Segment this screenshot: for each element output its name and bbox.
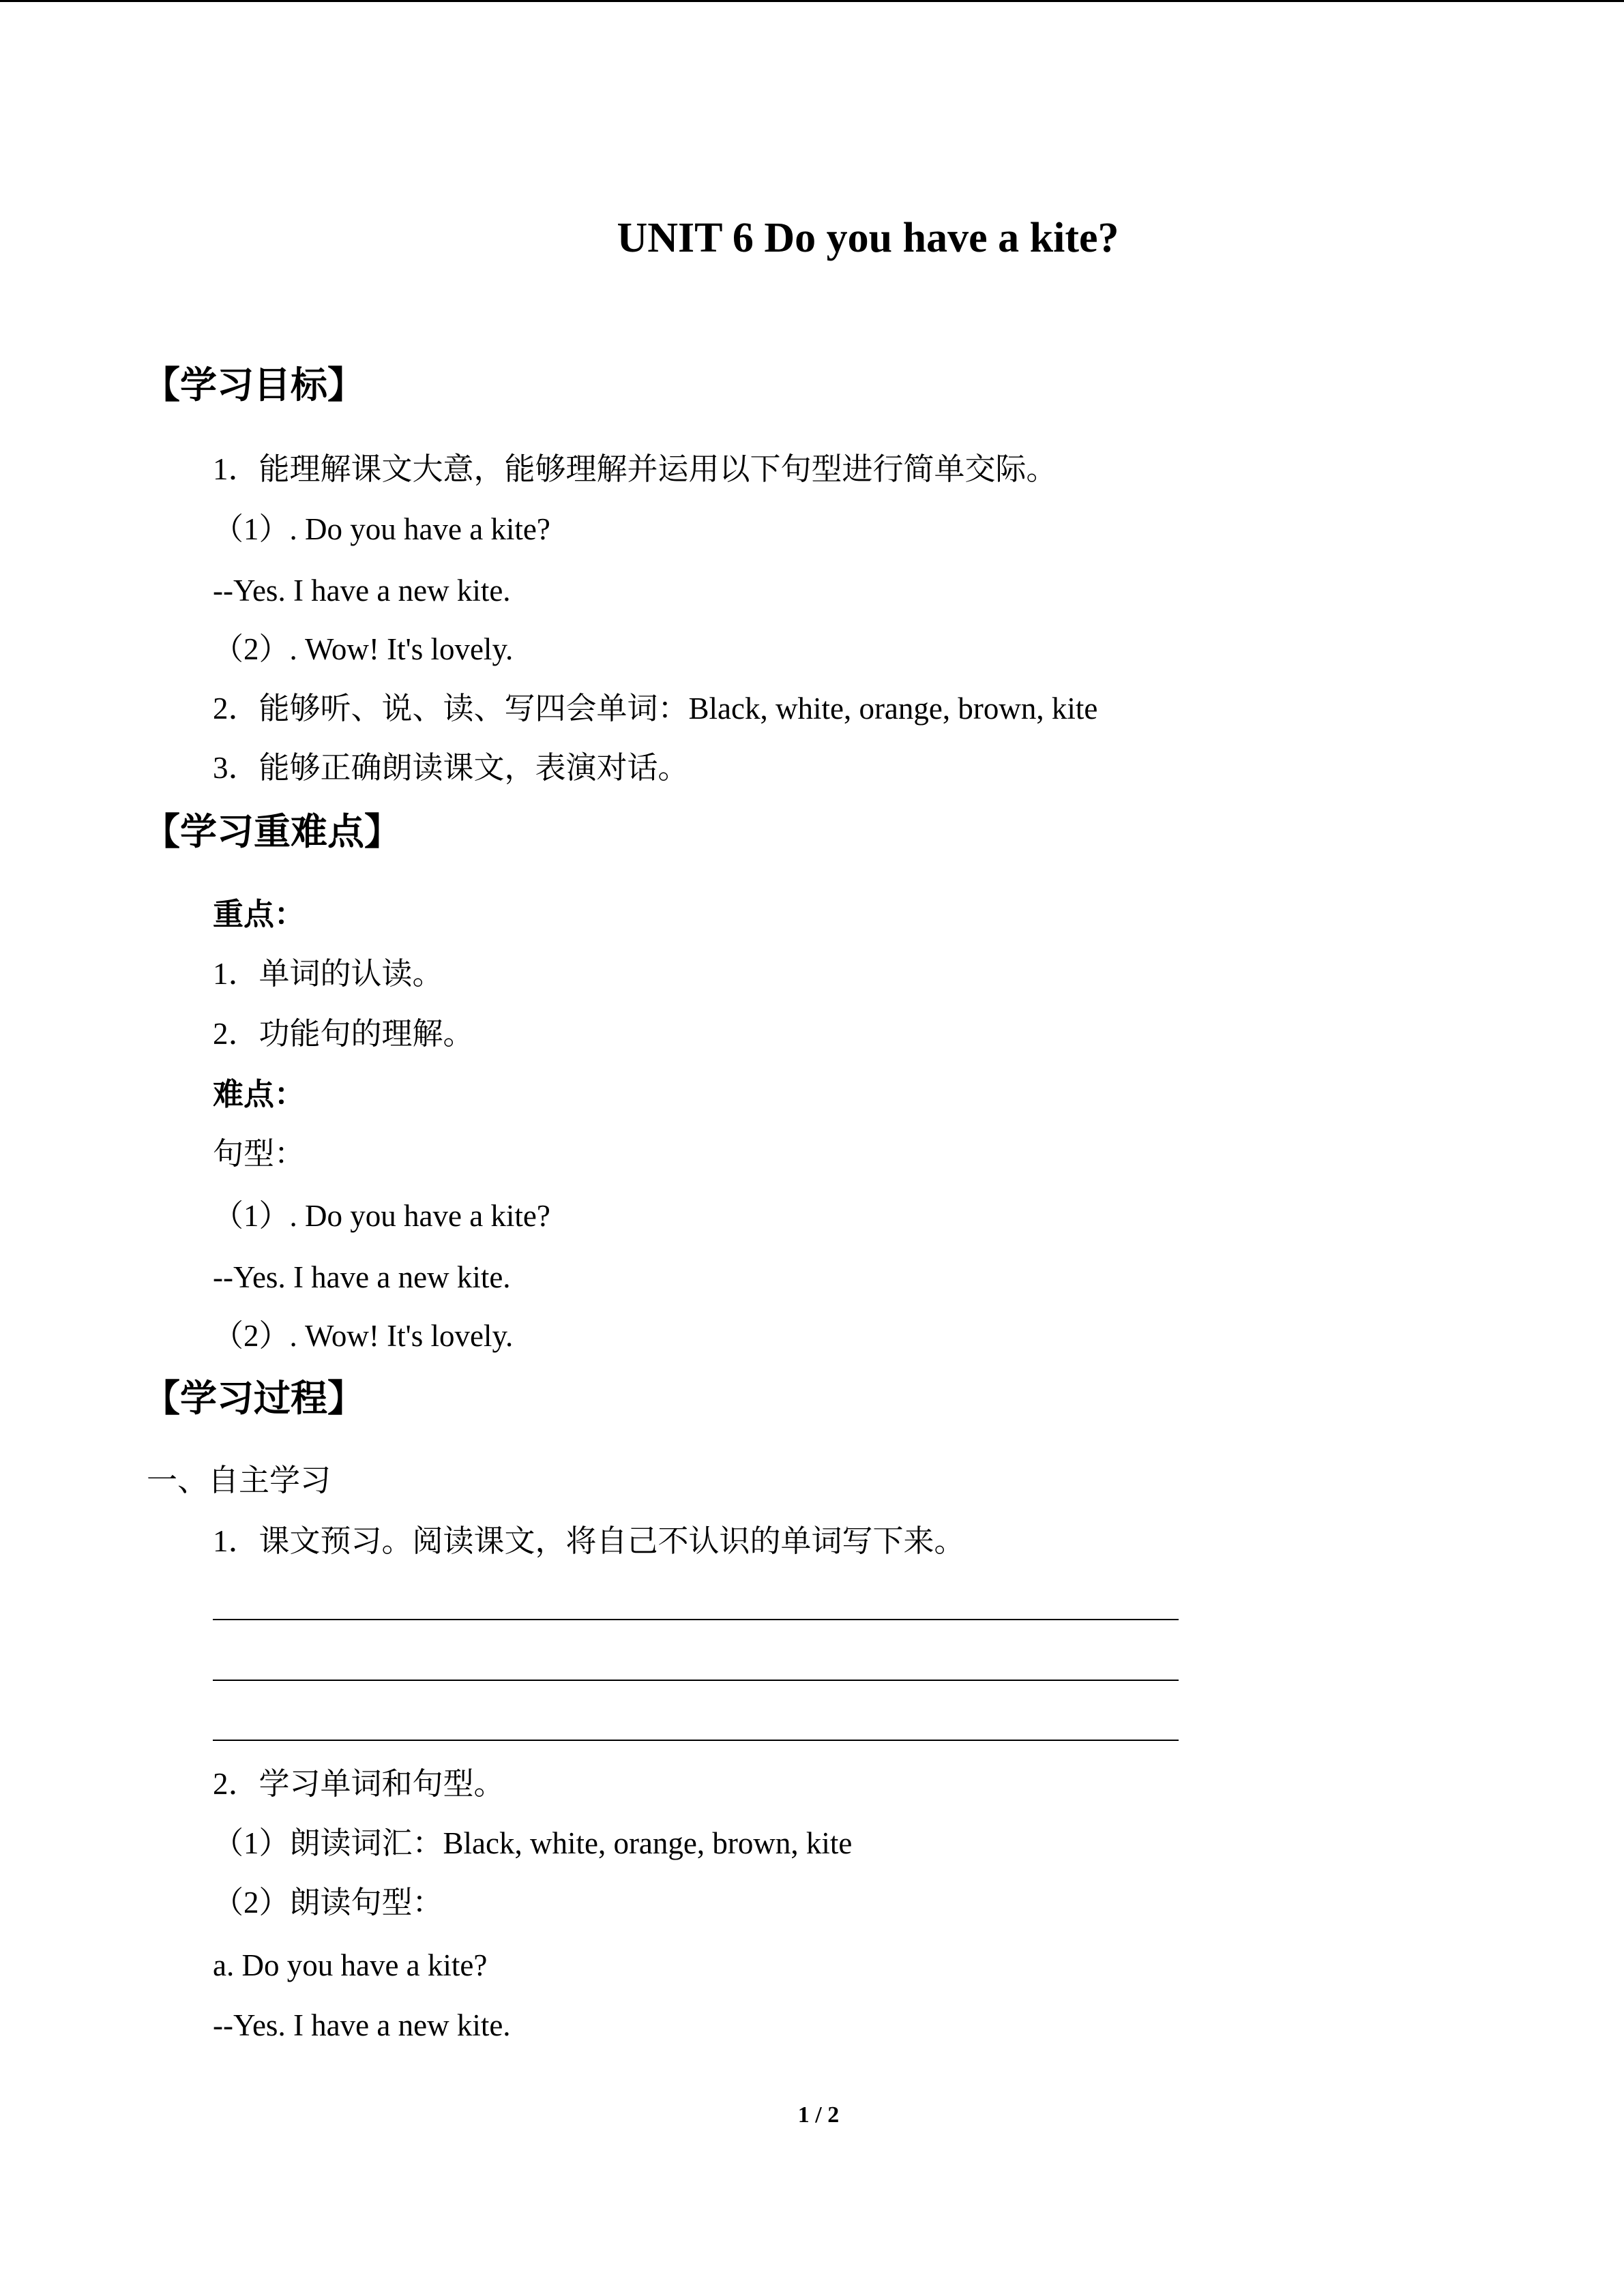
process-subheading: 一、自主学习 <box>147 1463 331 1497</box>
key-point-line: 2．功能句的理解。 <box>213 1017 474 1051</box>
section-heading-key-points: 【学习重难点】 <box>143 810 401 853</box>
key-points-label: 重点： <box>213 896 306 932</box>
process-step-line: --Yes. I have a new kite. <box>213 2008 511 2042</box>
difficult-point-line: 句型： <box>213 1137 306 1171</box>
difficult-point-line: （1）. Do you have a kite? <box>213 1199 550 1233</box>
answer-blank-line[interactable] <box>213 1619 1179 1620</box>
page-number: 1 / 2 <box>797 2102 840 2128</box>
objective-line: 3．能够正确朗读课文，表演对话。 <box>213 751 689 785</box>
difficult-point-line: （2）. Wow! It's lovely. <box>213 1319 514 1353</box>
difficult-points-label: 难点： <box>213 1076 306 1112</box>
document-title: UNIT 6 Do you have a kite? <box>617 215 1119 261</box>
process-step-line: （1）朗读词汇：Black, white, orange, brown, kite <box>213 1826 853 1860</box>
process-step-line: 2．学习单词和句型。 <box>213 1767 505 1801</box>
objective-line: --Yes. I have a new kite. <box>213 573 511 608</box>
process-step-line: 1．课文预习。阅读课文，将自己不认识的单词写下来。 <box>213 1524 965 1558</box>
section-heading-objectives: 【学习目标】 <box>143 363 364 406</box>
page-top-border <box>0 0 1624 2</box>
difficult-point-line: --Yes. I have a new kite. <box>213 1260 511 1294</box>
objective-line: 2．能够听、说、读、写四会单词：Black, white, orange, brown, kite <box>213 691 1098 726</box>
section-heading-process: 【学习过程】 <box>143 1377 364 1420</box>
answer-blank-line[interactable] <box>213 1740 1179 1741</box>
objective-line: 1．能理解课文大意，能够理解并运用以下句型进行简单交际。 <box>213 452 1057 486</box>
process-step-line: a. Do you have a kite? <box>213 1948 488 1982</box>
answer-blank-line[interactable] <box>213 1680 1179 1681</box>
objective-line: （1）. Do you have a kite? <box>213 512 550 546</box>
process-step-line: （2）朗读句型： <box>213 1885 443 1920</box>
objective-line: （2）. Wow! It's lovely. <box>213 632 514 666</box>
key-point-line: 1．单词的认读。 <box>213 957 443 991</box>
